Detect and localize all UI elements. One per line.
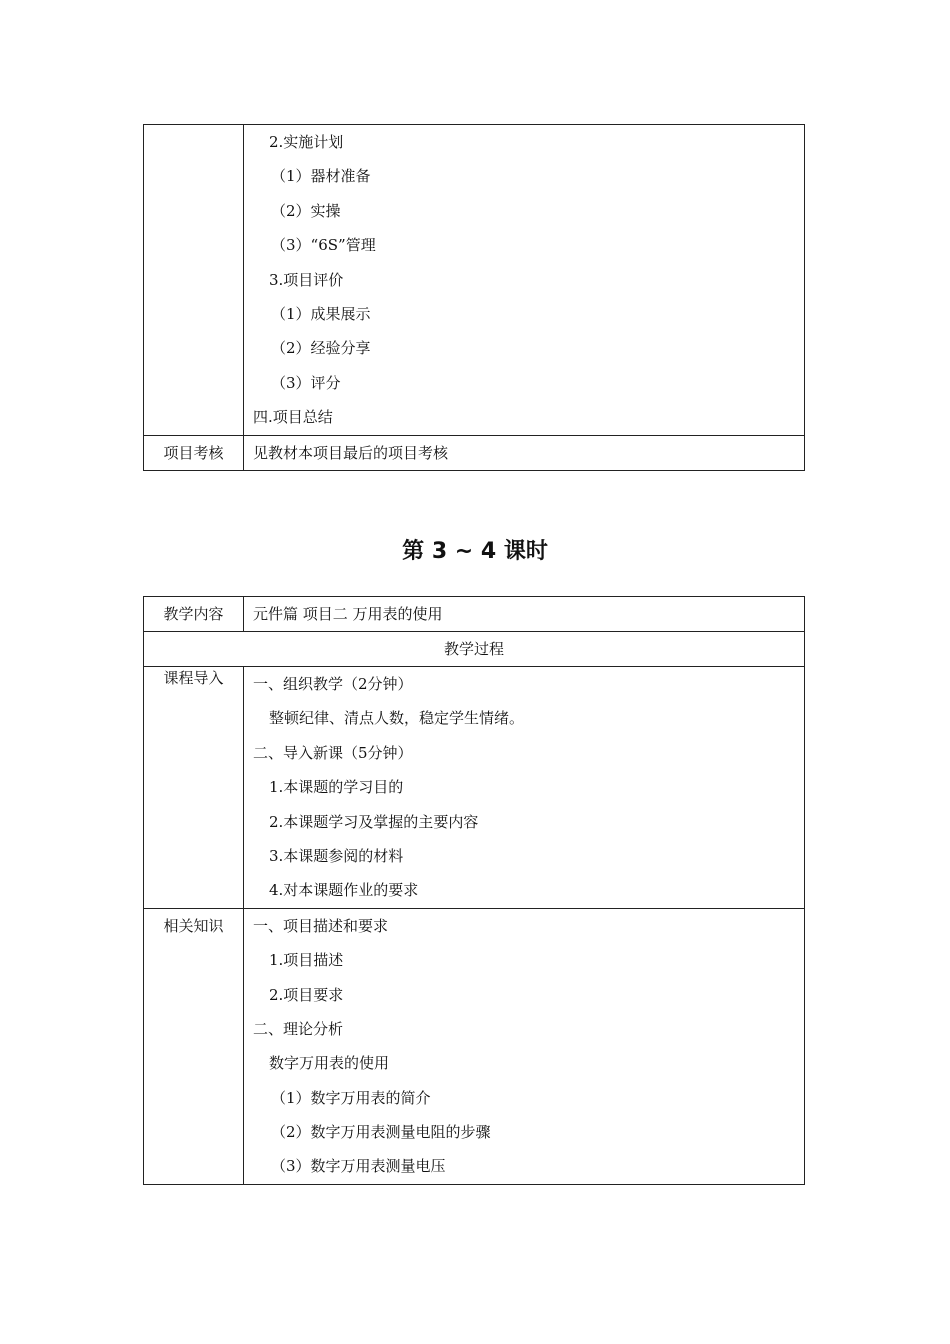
content-line: 四.项目总结 bbox=[253, 408, 333, 427]
intro-line: 二、导入新课（5分钟） bbox=[253, 743, 413, 762]
assessment-label: 项目考核 bbox=[144, 435, 244, 470]
table-row bbox=[144, 597, 805, 632]
empty-label-cell bbox=[144, 125, 244, 436]
knowledge-line: （1）数字万用表的简介 bbox=[271, 1088, 431, 1107]
assessment-text: 见教材本项目最后的项目考核 bbox=[244, 435, 805, 470]
knowledge-label: 相关知识 bbox=[163, 916, 224, 935]
intro-line: 4.对本课题作业的要求 bbox=[269, 881, 419, 900]
content-line: （1）成果展示 bbox=[271, 304, 371, 323]
intro-line: 2.本课题学习及掌握的主要内容 bbox=[269, 812, 479, 831]
intro-cell bbox=[244, 667, 805, 909]
intro-line: 1.本课题的学习目的 bbox=[269, 778, 404, 797]
section-title: 第 3 ~ 4 课时 bbox=[402, 539, 548, 564]
content-line: 3.项目评价 bbox=[269, 270, 344, 289]
content-cell bbox=[244, 125, 805, 436]
table-row bbox=[144, 667, 805, 909]
intro-line: 3.本课题参阅的材料 bbox=[269, 846, 404, 865]
knowledge-line: （2）数字万用表测量电阻的步骤 bbox=[271, 1123, 491, 1142]
intro-line: 一、组织教学（2分钟） bbox=[253, 675, 413, 693]
process-header: 教学过程 bbox=[144, 632, 805, 667]
knowledge-line: 二、理论分析 bbox=[253, 1019, 344, 1038]
lesson-table-1 bbox=[143, 124, 805, 471]
knowledge-line: 1.项目描述 bbox=[269, 951, 344, 970]
content-line: （3）“6S”管理 bbox=[271, 236, 376, 255]
knowledge-line: （3）数字万用表测量电压 bbox=[271, 1157, 446, 1176]
content-text: 元件篇 项目二 万用表的使用 bbox=[244, 597, 805, 632]
content-line: （2）经验分享 bbox=[271, 339, 371, 358]
intro-line: 整顿纪律、清点人数，稳定学生情绪。 bbox=[269, 709, 525, 728]
table-row bbox=[144, 908, 805, 1184]
content-line: （1）器材准备 bbox=[271, 167, 371, 186]
content-line: （3）评分 bbox=[271, 373, 341, 392]
content-label: 教学内容 bbox=[144, 597, 244, 632]
lesson-table-2 bbox=[143, 596, 805, 1185]
content-line: 2.实施计划 bbox=[269, 133, 344, 151]
knowledge-line: 数字万用表的使用 bbox=[269, 1054, 390, 1073]
knowledge-line: 一、项目描述和要求 bbox=[253, 916, 389, 935]
table-row bbox=[144, 435, 805, 470]
knowledge-label-cell bbox=[144, 908, 244, 1184]
table-row bbox=[144, 632, 805, 667]
content-line: （2）实操 bbox=[271, 201, 341, 220]
knowledge-cell bbox=[244, 908, 805, 1184]
knowledge-line: 2.项目要求 bbox=[269, 985, 344, 1004]
table-row bbox=[144, 125, 805, 436]
intro-label: 课程导入 bbox=[144, 667, 244, 909]
